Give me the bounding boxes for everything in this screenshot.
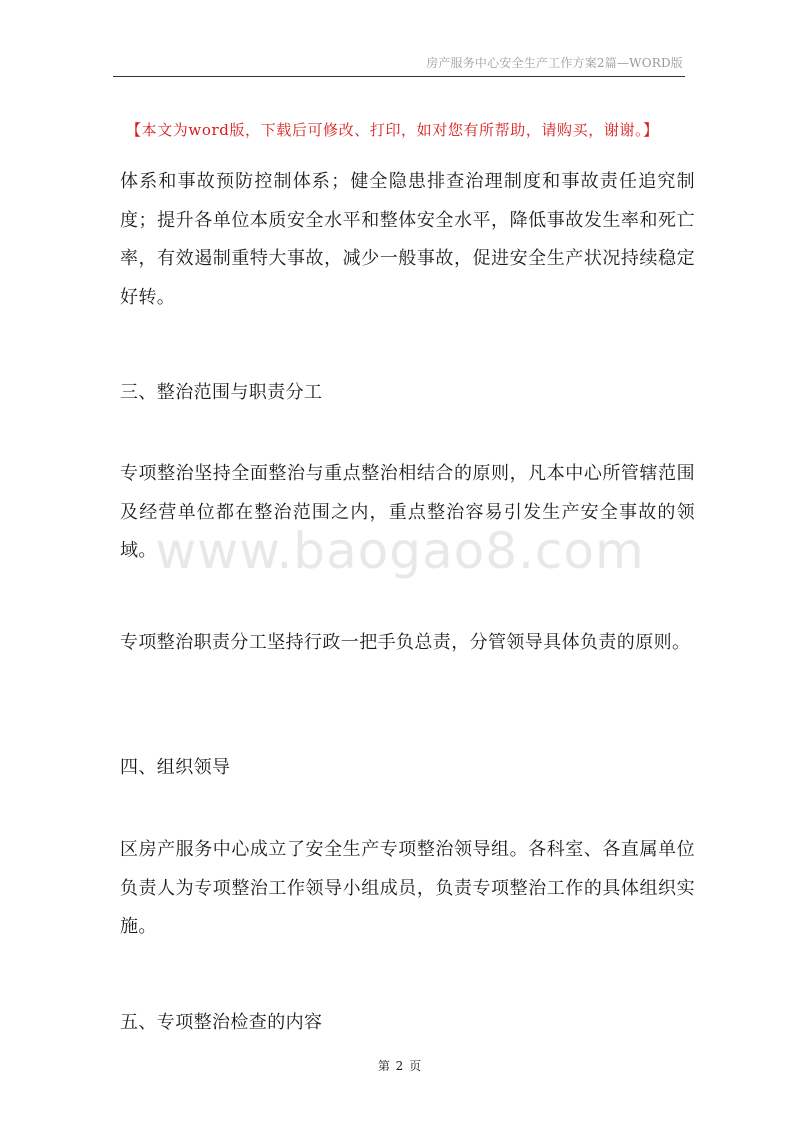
document-title-header: 房产服务中心安全生产工作方案2篇—WORD版	[426, 56, 683, 70]
purchase-notice: 【本文为word版，下载后可修改、打印，如对您有所帮助，请购买，谢谢。】	[126, 121, 659, 139]
page-number: 第 2 页	[377, 1059, 423, 1073]
section-heading-4: 四、组织领导	[120, 757, 231, 778]
section-heading-5: 五、专项整治检查的内容	[120, 1012, 323, 1033]
page-header	[113, 0, 685, 77]
watermark-text: www.baogao8.com	[155, 522, 645, 580]
paragraph-organization: 区房产服务中心成立了安全生产专项整治领导组。各科室、各直属单位负责人为专项整治工作领导小组成员，负责专项整治工作的具体组织实施。	[120, 839, 695, 937]
paragraph-scope: 专项整治坚持全面整治与重点整治相结合的原则，凡本中心所管辖范围及经营单位都在整治范围之内，重点整治容易引发生产安全事故的领域。	[120, 463, 695, 561]
paragraph-responsibility: 专项整治职责分工坚持行政一把手负总责，分管领导具体负责的原则。	[120, 632, 691, 653]
paragraph-intro-continuation: 体系和事故预防控制体系；健全隐患排查治理制度和事故责任追究制度；提升各单位本质安全水平和整体安全水平，降低事故发生率和死亡率，有效遏制重特大事故，减少一般事故，促进安全生产状况持续稳定好转。	[120, 171, 695, 308]
section-heading-3: 三、整治范围与职责分工	[120, 382, 323, 403]
